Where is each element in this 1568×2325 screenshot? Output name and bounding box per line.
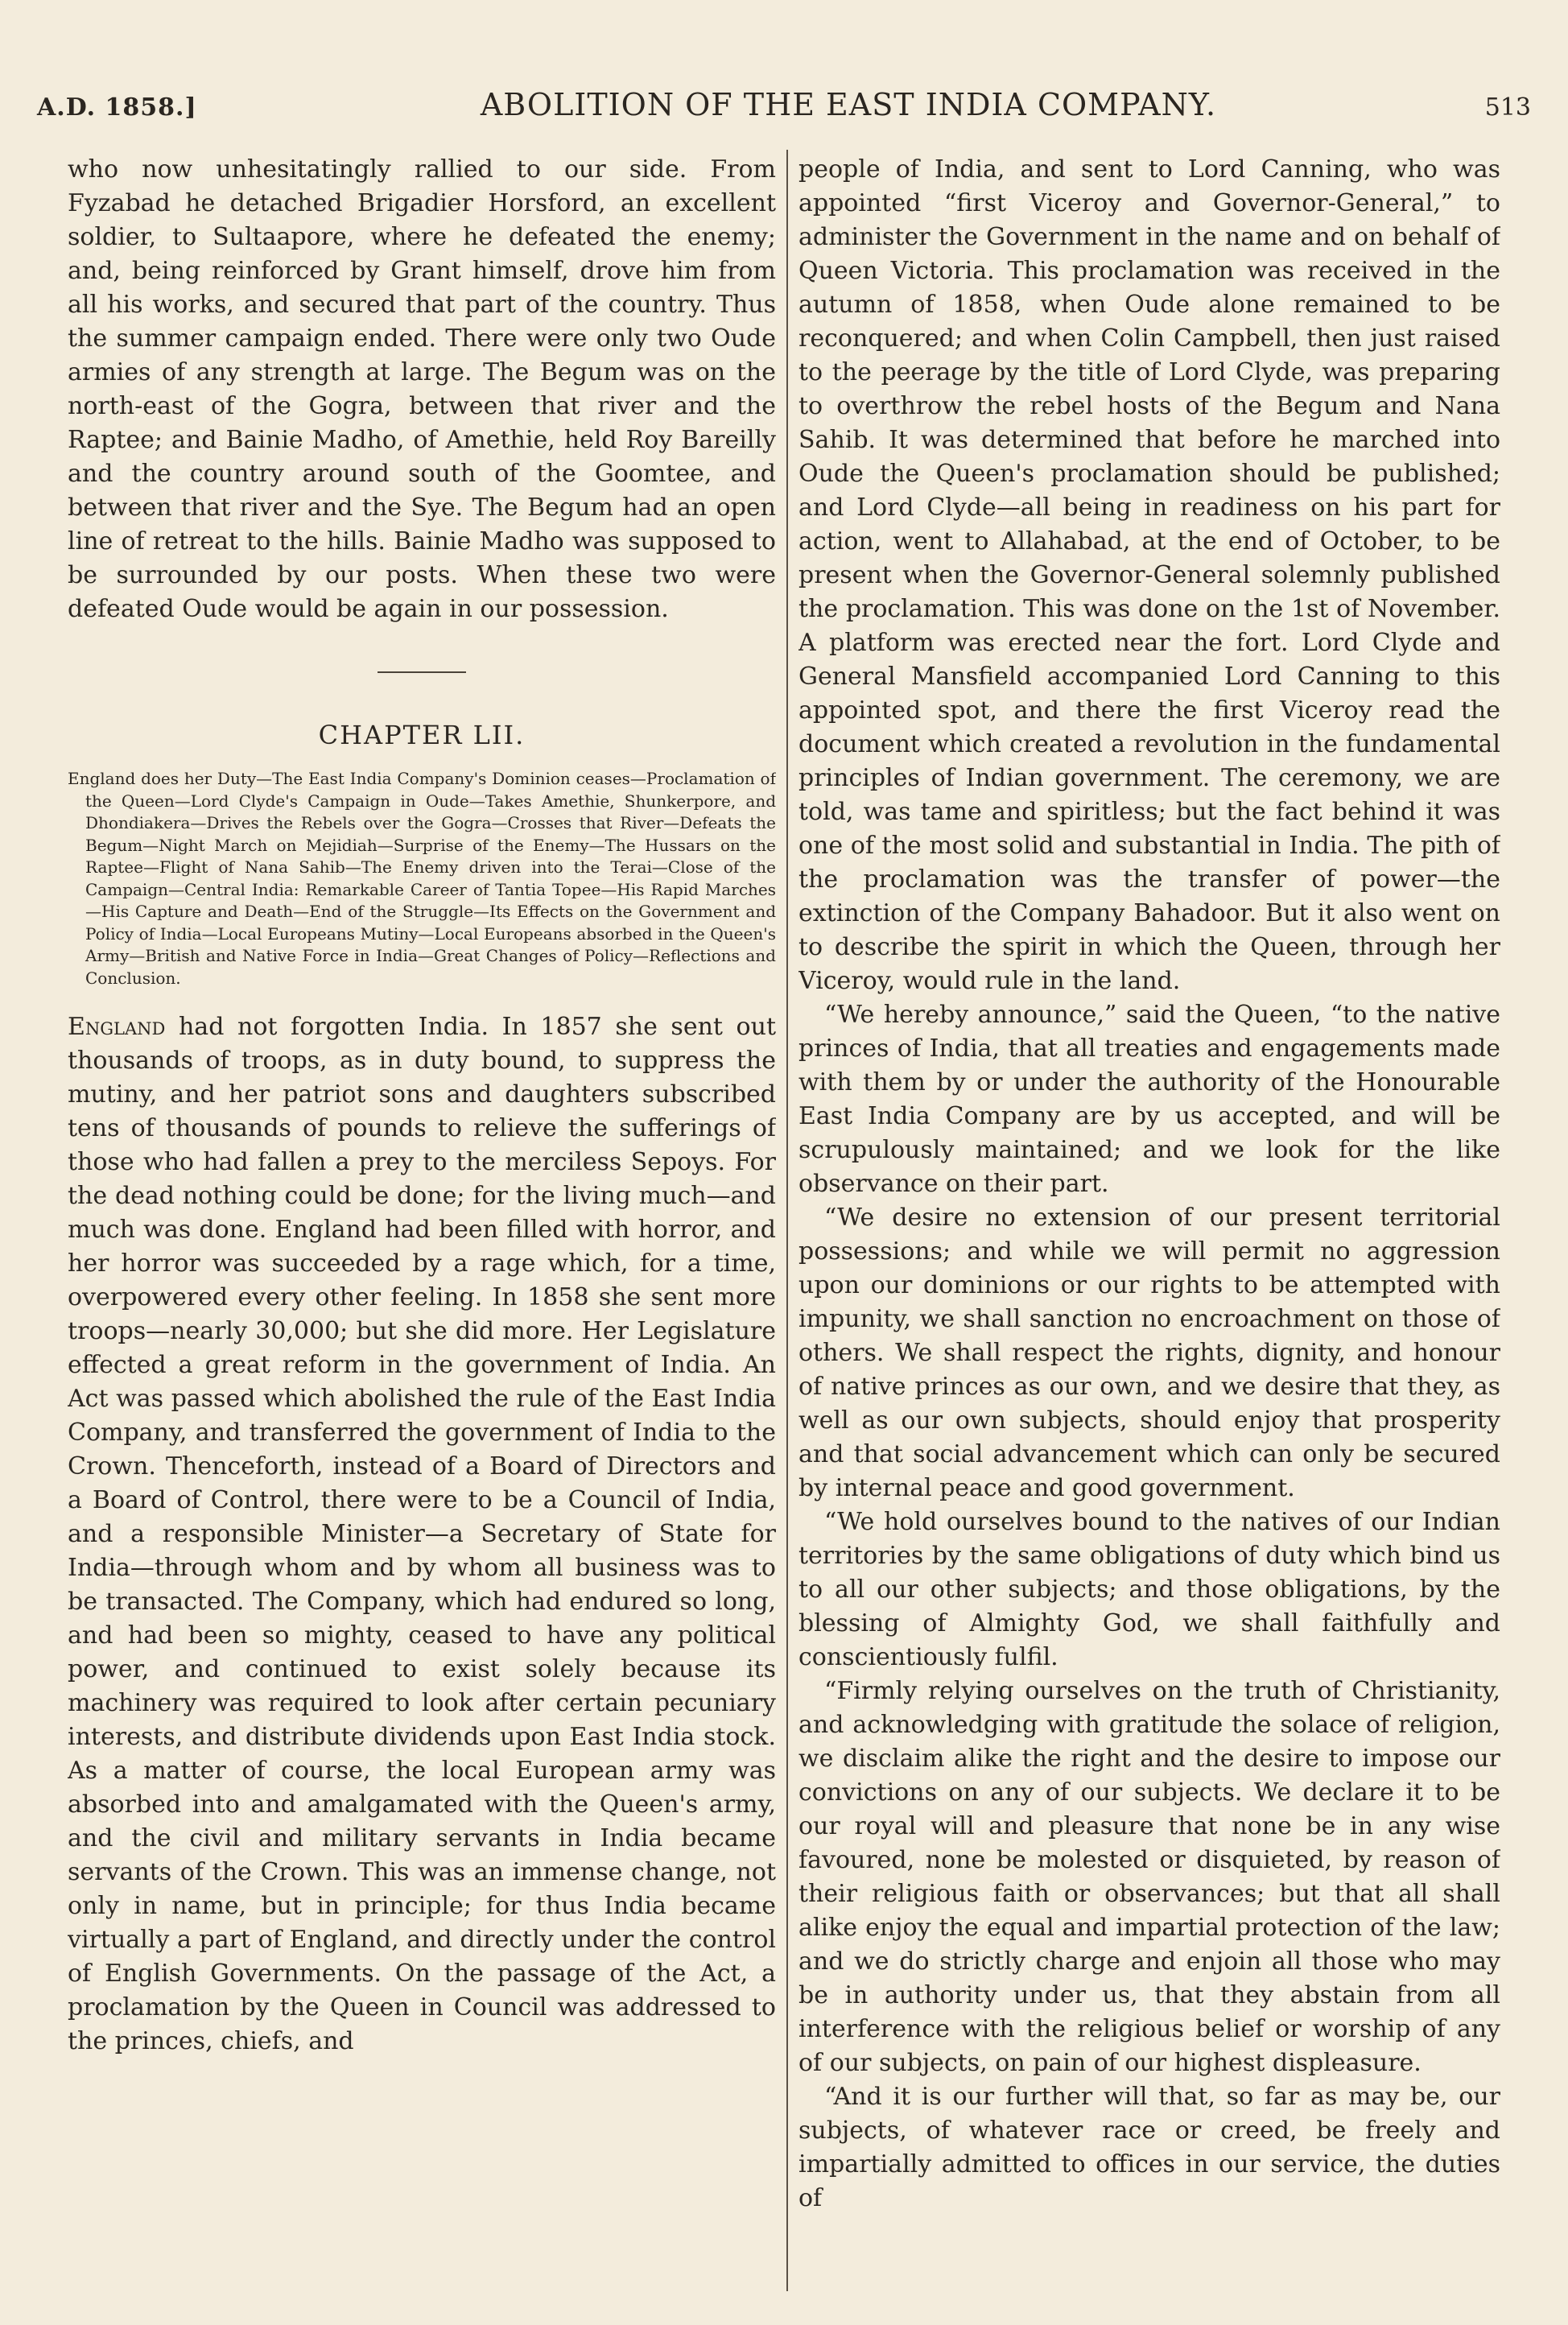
chapter-heading: CHAPTER LII.: [318, 720, 526, 750]
running-header: [37, 87, 1531, 124]
proclamation-paragraph: “Firmly relying ourselves on the truth of Christianity, and acknowledging with gratitude the solace of religion, we disclaim alike the right and the desire to impose our convictions on any of our subjects. We declare it to be our royal will and pleasure that none be in any wise favoured, none be molested or disquieted, by reason of their religious faith or observances; but that all shall alike enjoy the equal and impartial protection of the law; and we do strictly charge and enjoin all those who may be in authority under us, that they abstain from all interference with the religious belief or worship of any of our subjects, on pain of our highest displeasure.: [798, 1677, 1500, 2077]
page-number: 513: [1484, 93, 1531, 122]
body-paragraph: people of India, and sent to Lord Canning, who was appointed “first Viceroy and Governor-General,” to administer the Government in the name and on behalf of Queen Victoria. This proclamation was received in the autumn of 1858, when Oude alone remained to be reconquered; and when Colin Campbell, then just raised to the peerage by the title of Lord Clyde, was preparing to overthrow the rebel hosts of the Begum and Nana Sahib. It was determined that before he marched into Oude the Queen's proclamation should be published; and Lord Clyde—all being in readiness on his part for action, went to Allahabad, at the end of October, to be present when the Governor-General solemnly published the proclamation. This was done on the 1st of November. A platform was erected near the fort. Lord Clyde and General Mansfield accompanied Lord Canning to this appointed spot, and there the first Viceroy read the document which created a revolution in the fundamental principles of Indian government. The ceremony, we are told, was tame and spiritless; but the fact behind it was one of the most solid and substantial in India. The pith of the proclamation was the transfer of power—the extinction of the Company Bahadoor. But it also went on to describe the spirit in which the Queen, through her Viceroy, would rule in the land.: [798, 155, 1500, 995]
section-divider: [378, 671, 466, 673]
chapter-body-text: had not forgotten India. In 1857 she sent out thousands of troops, as in duty bound, to suppress the mutiny, and her patriot sons and daughters subscribed tens of thousands of pounds to relieve the sufferings of those who had fallen a prey to the merciless Sepoys. For the dead nothing could be done; for the living much—and much was done. England had been filled with horror, and her horror was succeeded by a rage which, for a time, overpowered every other feeling. In 1858 she sent more troops—nearly 30,000; but she did more. Her Legislature effected a great reform in the government of India. An Act was passed which abolished the rule of the East India Company, and transferred the government of India to the Crown. Thenceforth, instead of a Board of Directors and a Board of Control, there were to be a Council of India, and a responsible Minister—a Secretary of State for India—through whom and by whom all business was to be transacted. The Company, which had endured so long, and had been so mighty, ceased to have any political power, and continued to exist solely because its machinery was required to look after certain pecuniary interests, and distribute dividends upon East India stock. As a matter of course, the local European army was absorbed into and amalgamated with the Queen's army, and the civil and military servants in India became servants of the Crown. This was an immense change, not only in name, but in principle; for thus India became virtually a part of England, and directly under the control of English Governments. On the passage of the Act, a proclamation by the Queen in Council was addressed to the princes, chiefs, and: [68, 1013, 776, 2055]
proclamation-paragraph: “And it is our further will that, so far as may be, our subjects, of whatever race or creed, be freely and impartially admitted to offices in our service, the duties of: [798, 2083, 1500, 2212]
right-column: [798, 153, 1500, 2302]
proclamation-paragraph: “We desire no extension of our present territorial possessions; and while we will permit no aggression upon our dominions or our rights to be attempted with impunity, we shall sanction no encroachment on those of others. We shall respect the rights, dignity, and honour of native princes as our own, and we desire that they, as well as our own subjects, should enjoy that prosperity and that social advancement which can only be secured by internal peace and good government.: [798, 1204, 1500, 1502]
chapter-summary: England does her Duty—The East India Company's Dominion ceases—Proclamation of the Queen—Lord Clyde's Campaign in Oude—Takes Amethie, Shunkerpore, and Dhondiakera—Drives the Rebels over the Gogra—Crosses that River—Defeats the Begum—Night March on Mejidiah—Surprise of the Enemy—The Hussars on the Raptee—Flight of Nana Sahib—The Enemy driven into the Terai—Close of the Campaign—Central India: Remarkable Career of Tantia Topee—His Rapid Marches—His Capture and Death—End of the Struggle—Its Effects on the Government and Policy of India—Local Europeans Mutiny—Local Europeans absorbed in the Queen's Army—British and Native Force in India—Great Changes of Policy—Reflections and Conclusion.: [68, 769, 776, 988]
continued-paragraph: who now unhesitatingly rallied to our side. From Fyzabad he detached Brigadier Horsford, an excellent soldier, to Sultaapore, where he defeated the enemy; and, being reinforced by Grant himself, drove him from all his works, and secured that part of the country. Thus the summer campaign ended. There were only two Oude armies of any strength at large. The Begum was on the north-east of the Gogra, between that river and the Raptee; and Bainie Madho, of Amethie, held Roy Bareilly and the country around south of the Goomtee, and between that river and the Sye. The Begum had an open line of retreat to the hills. Bainie Madho was supposed to be surrounded by our posts. When these two were defeated Oude would be again in our possession.: [68, 155, 776, 623]
proclamation-paragraph: “We hold ourselves bound to the natives of our Indian territories by the same obligations of duty which bind us to all our other subjects; and those obligations, by the blessing of Almighty God, we shall faithfully and conscientiously fulfil.: [798, 1508, 1500, 1671]
header-title: ABOLITION OF THE EAST INDIA COMPANY.: [480, 87, 1217, 122]
chapter-body-paragraph: [68, 1010, 776, 2059]
chapter-first-word: England: [68, 1013, 166, 1041]
column-divider: [786, 150, 788, 2291]
header-date: A.D. 1858.]: [37, 93, 197, 122]
left-column: [68, 153, 776, 2302]
proclamation-paragraph: “We hereby announce,” said the Queen, “to the native princes of India, that all treaties and engagements made with them by or under the authority of the Honourable East India Company are by us accepted, and will be scrupulously maintained; and we look for the like observance on their part.: [798, 1001, 1500, 1198]
